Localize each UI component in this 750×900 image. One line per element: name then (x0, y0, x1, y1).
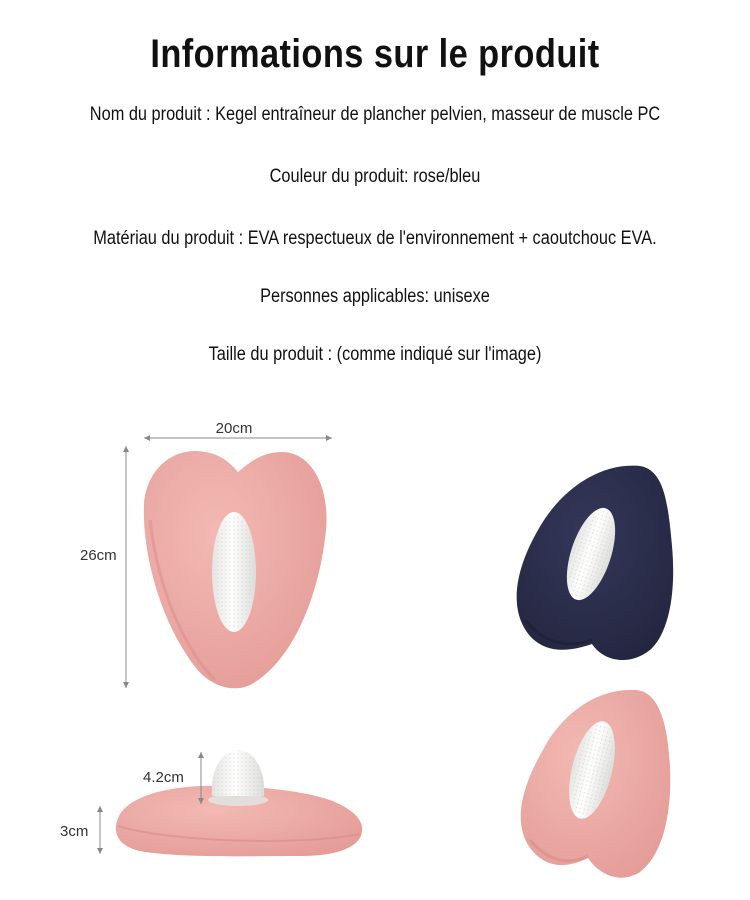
height-dimension (80, 446, 129, 688)
product-size-line: Taille du produit : (comme indiqué sur l'image) (208, 344, 542, 365)
knob-height-label: 4.2cm (143, 769, 184, 786)
thickness-dimension (60, 806, 103, 854)
product-material-line: Matériau du produit : EVA respectueux de l'environnement + caoutchouc EVA. (93, 228, 657, 249)
width-dimension (144, 420, 332, 441)
page-title: Informations sur le produit (150, 32, 600, 76)
front-view-pink (144, 451, 327, 688)
product-color-line: Couleur du produit: rose/bleu (269, 166, 481, 187)
product-name-line: Nom du produit : Kegel entraîneur de plancher pelvien, masseur de muscle PC (89, 104, 661, 125)
angled-view-pink (521, 690, 671, 878)
applicable-persons-line: Personnes applicables: unisexe (260, 286, 490, 307)
height-label: 26cm (80, 547, 117, 564)
side-view-pink (116, 750, 362, 856)
angled-view-navy (517, 466, 674, 660)
thickness-label: 3cm (60, 823, 89, 840)
width-label: 20cm (215, 420, 253, 437)
